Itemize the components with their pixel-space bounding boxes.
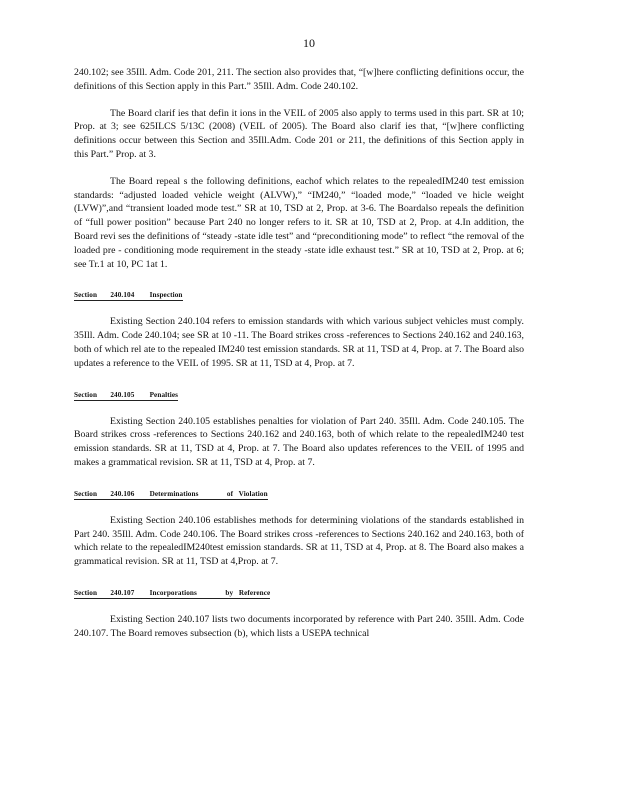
paragraph-section-240-105: Existing Section 240.105 establishes penalties for violation of Part 240. 35Ill. Adm. Code 240.105. The Board strikes cross -references to Sections 240.162 and 240.163, both of which relate to the repealedIM240 test emission standards. SR at 11, TSD at 4, Prop. at 7. The Board also updates references to the VEIL of 1995 and makes a grammatical revision. SR at 11, TSD at 4, Prop. at 7. xyxy=(74,415,524,468)
paragraph-repealed-definitions: The Board repeal s the following definitions, eachof which relates to the repealedIM240 test emission standards: “adjusted loaded vehicle weight (ALVW),” “IM240,” “loaded mode,” “loaded ve hicle weight (LVW)”,and “transient loaded mode test.” SR at 10, TSD at 2, Prop. at 3-6. The Boardalso repeals the definition of “full power position” because Part 240 no longer refers to it. SR at 10, TSD at 2, Prop. at 4.In addition, the Board revi ses the definitions of “steady -state idle test” and “preconditioning mode” to reflect “the removal of the loaded pre - conditioning mode requirement in the steady -state idle exhaust test.” SR at 10, TSD at 2, Prop. at 6; see Tr.1 at 10, PC 1at 1. xyxy=(74,175,524,270)
section-heading-240-105: Section 240.105 Penalties xyxy=(74,390,179,399)
document-body xyxy=(74,66,524,654)
paragraph-section-240-106: Existing Section 240.106 establishes methods for determining violations of the standards established in Part 240. 35Ill. Adm. Code 240.106. The Board strikes cross -references to Sections 240.162 and 240.163, both of which relate to the repealedIM240test emission standards. SR at 11, TSD at 4, Prop. at 8. The Board also makes a grammatical revision. SR at 11, TSD at 4,Prop. at 7. xyxy=(74,514,524,568)
page-number: 10 xyxy=(303,36,315,50)
section-heading-240-106: Section 240.106 Determinations of Violation xyxy=(74,489,268,498)
paragraph-section-240-104: Existing Section 240.104 refers to emission standards with which various subject vehicles must comply. 35Ill. Adm. Code 240.104; see SR at 10 -11. The Board strikes cross -references to Sections 240.162 and 240.163, both of which rel ate to the repealed IM240 test emission standards. SR at 11, TSD at 4, Prop. at 7. The Board also updates a reference to the VEIL of 1995. SR at 11, TSD at 4, Prop. at 7. xyxy=(74,316,524,369)
paragraph-veil-clarification: The Board clarif ies that defin it ions in the VEIL of 2005 also apply to terms used in this part. SR at 10; Prop. at 3; see 625ILCS 5/13C (2008) (VEIL of 2005). The Board also clarif ies that, “[w]here conflicting definitions occur between this Section and 35Ill.Adm. Code 201 or 211, the definitions of this Section apply in this Part.” Prop. at 3. xyxy=(74,107,524,160)
section-heading-240-104: Section 240.104 Inspection xyxy=(74,291,183,300)
paragraph-section-240-107: Existing Section 240.107 lists two documents incorporated by reference with Part 240. 35Ill. Adm. Code 240.107. The Board removes subsection (b), which lists a USEPA technical xyxy=(74,613,524,639)
section-heading-240-107: Section 240.107 Incorporations by Reference xyxy=(74,588,271,597)
paragraph-definitions-section: 240.102; see 35Ill. Adm. Code 201, 211. The section also provides that, “[w]here conflicting definitions occur, the definitions of this Section apply in this Part.” 35Ill. Adm. Code 240.102. xyxy=(74,67,524,92)
